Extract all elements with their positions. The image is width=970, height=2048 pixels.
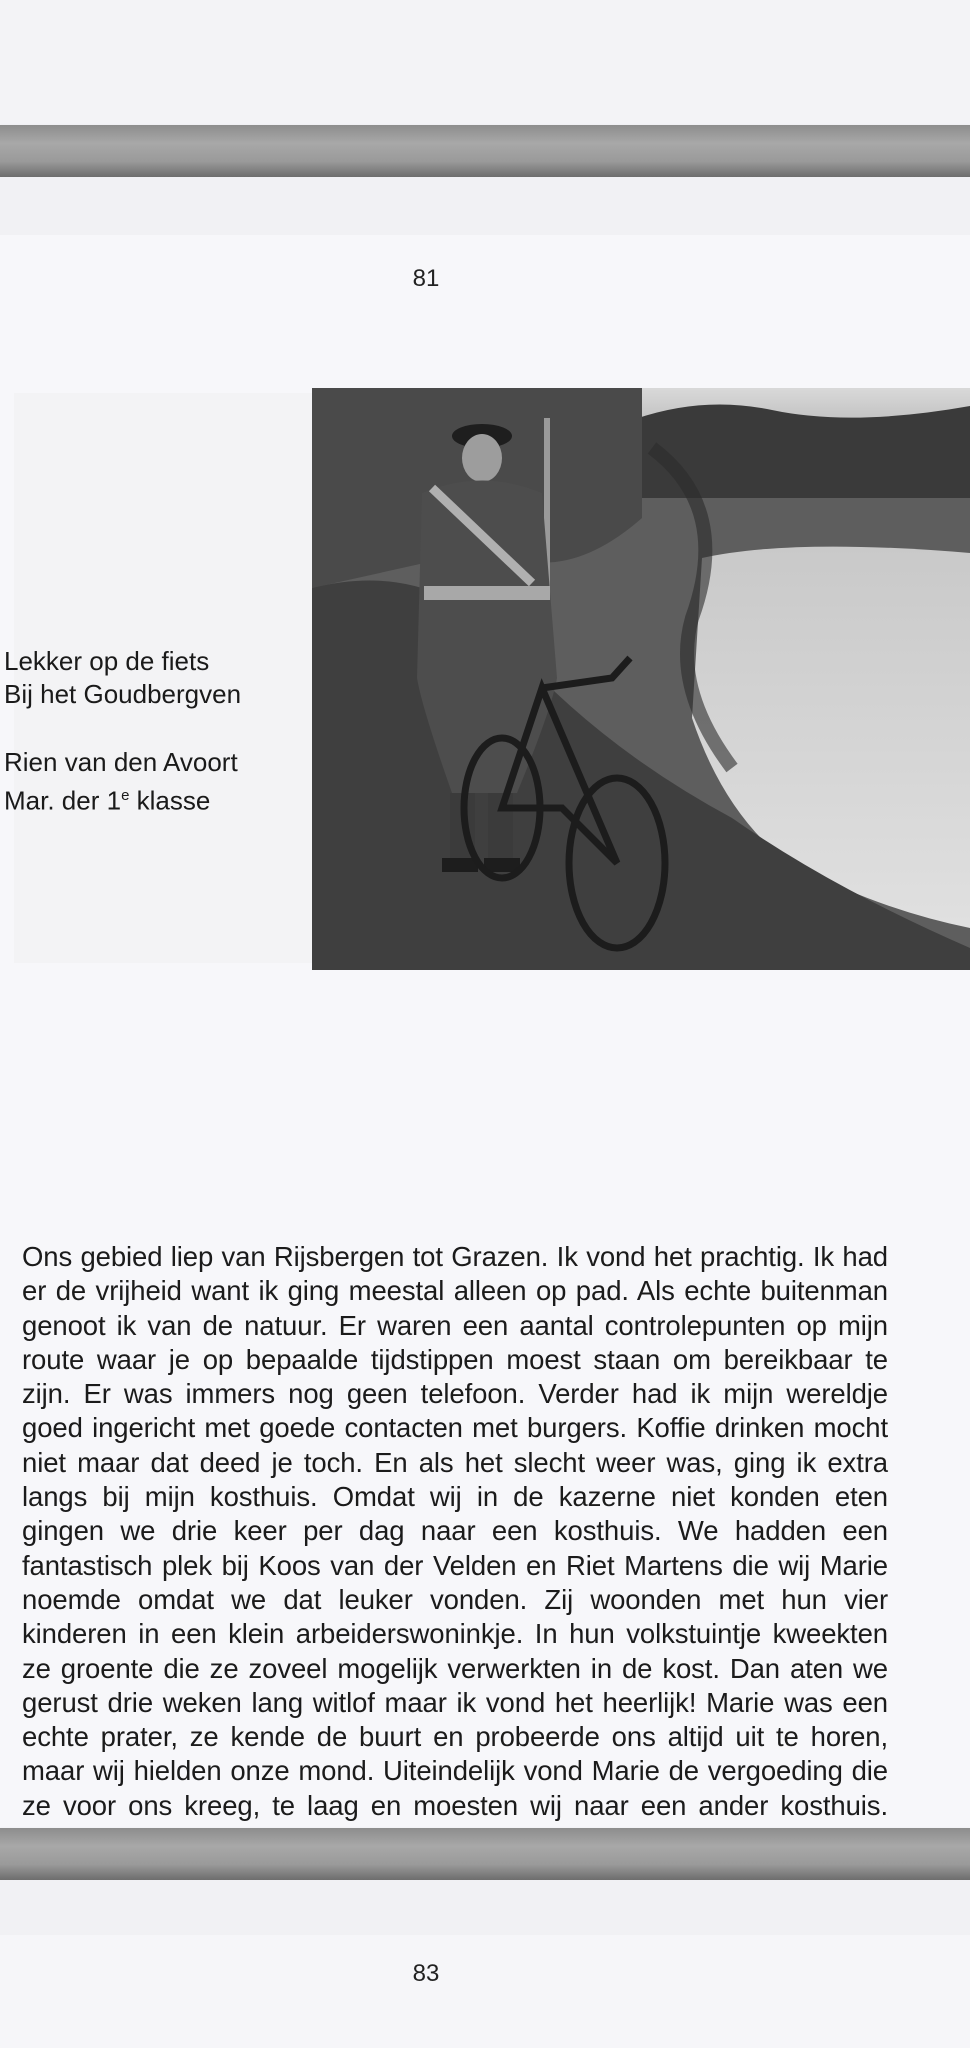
photograph	[312, 388, 970, 970]
photo-caption-name: Rien van den Avoort	[4, 747, 238, 777]
page-number: 81	[412, 265, 440, 292]
photo-caption-line: Lekker op de fiets	[4, 646, 210, 676]
photo-caption-line: Bij het Goudbergven	[4, 679, 242, 709]
top-margin	[0, 0, 970, 125]
page-gap	[0, 1880, 970, 1935]
rank-suffix: klasse	[129, 785, 211, 816]
page-gap	[0, 177, 970, 235]
page-divider	[0, 125, 970, 177]
photo-illustration	[312, 388, 970, 970]
body-paragraph: Ons gebied liep van Rijsbergen tot Grazen. Ik vond het prachtig. Ik had er de vrijheid want ik ging meestal alleen op pad. Als echte buitenman genoot ik van de natuur. Er waren een aantal controlepunten op mijn route waar je op bepaalde tijdstippen moest staan om bereikbaar te zijn. Er was immers nog geen telefoon. Verder had ik mijn wereldje goed ingericht met goede contacten met burgers. Koffie drinken mocht niet maar dat deed je toch. En als het slecht weer was, ging ik extra langs bij mijn kosthuis. Omdat wij in de kazerne niet konden eten gingen we drie keer per dag naar een kosthuis. We hadden een fantastisch plek bij Koos van der Velden en Riet Martens die wij Marie noemde omdat we dat leuker vonden. Zij woonden met hun vier kinderen in een klein arbeiderswoninkje. In hun volkstuintje kweekten ze groente die ze zoveel mogelijk verwerkten in de kost. Dan aten we gerust drie weken lang witlof maar ik vond het heerlijk! Marie was een echte prater, ze kende de buurt en probeerde ons altijd uit te horen, maar wij hielden onze mond. Uiteindelijk vond Marie de vergoeding die ze voor ons kreeg, te laag en moesten wij naar een ander kosthuis.	[22, 1241, 888, 1821]
next-book-page	[0, 1935, 970, 2048]
rank-text: Mar. der 1	[4, 785, 122, 816]
photo-caption-rank	[4, 779, 210, 818]
page-divider	[0, 1828, 970, 1880]
rank-superscript: e	[121, 787, 130, 804]
page-number: 83	[412, 1960, 440, 1987]
